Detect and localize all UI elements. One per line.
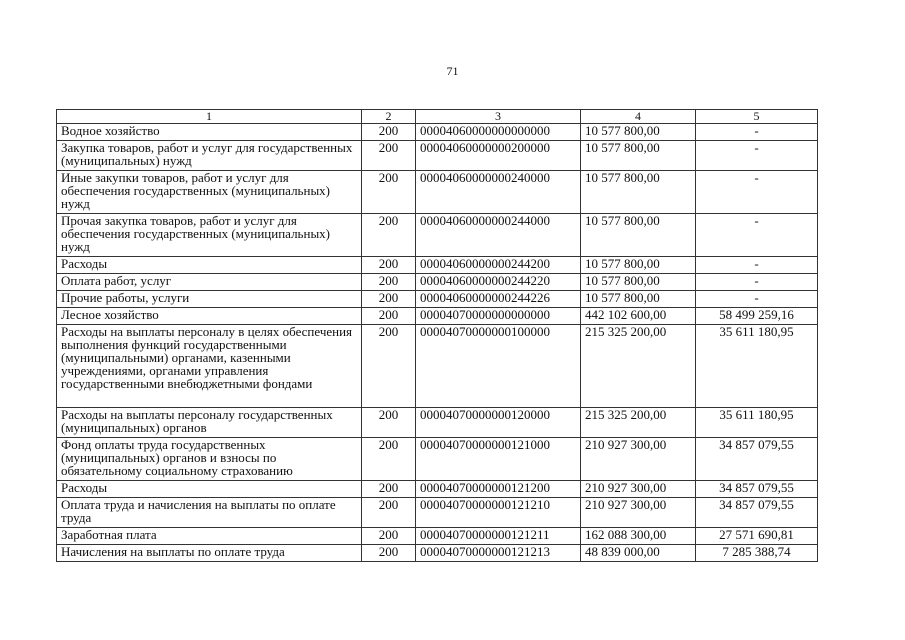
header-row (57, 110, 818, 124)
table-row (57, 274, 818, 291)
row-amount-cell: 210 927 300,00 (581, 481, 696, 498)
row-code-cell: 00004070000000120000 (416, 408, 581, 438)
row-code-cell: 00004070000000121213 (416, 545, 581, 562)
row-amount-cell: 10 577 800,00 (581, 214, 696, 257)
row-amount-cell: 442 102 600,00 (581, 308, 696, 325)
row-name-cell: Оплата труда и начисления на выплаты по оплате труда (57, 498, 362, 528)
row-name-cell: Лесное хозяйство (57, 308, 362, 325)
row-name-cell: Расходы (57, 257, 362, 274)
row-amount-cell: 10 577 800,00 (581, 124, 696, 141)
row-executed-cell: 35 611 180,95 (696, 325, 818, 408)
table-row (57, 408, 818, 438)
table-row (57, 308, 818, 325)
row-amount-cell: 10 577 800,00 (581, 141, 696, 171)
row-code-cell: 00004070000000121200 (416, 481, 581, 498)
row-gr-cell: 200 (362, 325, 416, 408)
row-executed-cell: - (696, 274, 818, 291)
row-gr-cell: 200 (362, 528, 416, 545)
row-gr-cell: 200 (362, 141, 416, 171)
row-amount-cell: 210 927 300,00 (581, 498, 696, 528)
header-cell-executed: 5 (696, 110, 818, 124)
row-executed-cell: 27 571 690,81 (696, 528, 818, 545)
table-row (57, 214, 818, 257)
row-amount-cell: 10 577 800,00 (581, 274, 696, 291)
row-amount-cell: 10 577 800,00 (581, 291, 696, 308)
row-name-cell: Расходы на выплаты персоналу в целях обеспечения выполнения функций государственными (муниципальными) органами, казенными учреждениями, органами управления государственными внебюджетными фондами (57, 325, 362, 408)
row-amount-cell: 10 577 800,00 (581, 257, 696, 274)
row-name-cell: Прочая закупка товаров, работ и услуг для обеспечения государственных (муниципальных) нужд (57, 214, 362, 257)
row-executed-cell: 34 857 079,55 (696, 481, 818, 498)
row-code-cell: 00004070000000121210 (416, 498, 581, 528)
table-row (57, 124, 818, 141)
row-name-cell: Оплата работ, услуг (57, 274, 362, 291)
row-name-cell: Закупка товаров, работ и услуг для государственных (муниципальных) нужд (57, 141, 362, 171)
row-gr-cell: 200 (362, 438, 416, 481)
table-row (57, 438, 818, 481)
table-row (57, 291, 818, 308)
row-name-cell: Прочие работы, услуги (57, 291, 362, 308)
header-cell-amount: 4 (581, 110, 696, 124)
row-code-cell: 00004070000000121000 (416, 438, 581, 481)
row-code-cell: 00004060000000244000 (416, 214, 581, 257)
table-row (57, 528, 818, 545)
table-row (57, 325, 818, 408)
row-gr-cell: 200 (362, 481, 416, 498)
row-amount-cell: 215 325 200,00 (581, 408, 696, 438)
row-executed-cell: 35 611 180,95 (696, 408, 818, 438)
table-row (57, 498, 818, 528)
row-executed-cell: - (696, 141, 818, 171)
row-executed-cell: - (696, 124, 818, 141)
row-code-cell: 00004060000000240000 (416, 171, 581, 214)
row-gr-cell: 200 (362, 257, 416, 274)
header-cell-gr: 2 (362, 110, 416, 124)
row-gr-cell: 200 (362, 291, 416, 308)
row-code-cell: 00004060000000244200 (416, 257, 581, 274)
row-executed-cell: - (696, 171, 818, 214)
table-row (57, 257, 818, 274)
table-row (57, 141, 818, 171)
row-executed-cell: 34 857 079,55 (696, 438, 818, 481)
row-executed-cell: 58 499 259,16 (696, 308, 818, 325)
row-code-cell: 00004070000000100000 (416, 325, 581, 408)
row-executed-cell: 7 285 388,74 (696, 545, 818, 562)
row-code-cell: 00004060000000244220 (416, 274, 581, 291)
row-amount-cell: 48 839 000,00 (581, 545, 696, 562)
row-gr-cell: 200 (362, 171, 416, 214)
row-name-cell: Начисления на выплаты по оплате труда (57, 545, 362, 562)
row-executed-cell: 34 857 079,55 (696, 498, 818, 528)
row-gr-cell: 200 (362, 545, 416, 562)
header-cell-code: 3 (416, 110, 581, 124)
header-cell-name: 1 (57, 110, 362, 124)
row-gr-cell: 200 (362, 274, 416, 291)
row-executed-cell: - (696, 291, 818, 308)
row-amount-cell: 10 577 800,00 (581, 171, 696, 214)
row-gr-cell: 200 (362, 498, 416, 528)
row-amount-cell: 215 325 200,00 (581, 325, 696, 408)
row-gr-cell: 200 (362, 308, 416, 325)
row-gr-cell: 200 (362, 408, 416, 438)
row-code-cell: 00004070000000000000 (416, 308, 581, 325)
budget-table (56, 109, 818, 562)
table-row (57, 481, 818, 498)
row-code-cell: 00004060000000200000 (416, 141, 581, 171)
row-amount-cell: 210 927 300,00 (581, 438, 696, 481)
row-code-cell: 00004060000000244226 (416, 291, 581, 308)
row-name-cell: Расходы (57, 481, 362, 498)
page-number: 71 (446, 64, 459, 78)
row-name-cell: Фонд оплаты труда государственных (муниципальных) органов и взносы по обязательному социальному страхованию (57, 438, 362, 481)
row-gr-cell: 200 (362, 214, 416, 257)
row-gr-cell: 200 (362, 124, 416, 141)
row-executed-cell: - (696, 257, 818, 274)
row-name-cell: Водное хозяйство (57, 124, 362, 141)
row-code-cell: 00004070000000121211 (416, 528, 581, 545)
table-row (57, 171, 818, 214)
row-name-cell: Заработная плата (57, 528, 362, 545)
row-name-cell: Расходы на выплаты персоналу государственных (муниципальных) органов (57, 408, 362, 438)
row-code-cell: 00004060000000000000 (416, 124, 581, 141)
table-row (57, 545, 818, 562)
row-executed-cell: - (696, 214, 818, 257)
row-name-cell: Иные закупки товаров, работ и услуг для обеспечения государственных (муниципальных) нужд (57, 171, 362, 214)
row-amount-cell: 162 088 300,00 (581, 528, 696, 545)
